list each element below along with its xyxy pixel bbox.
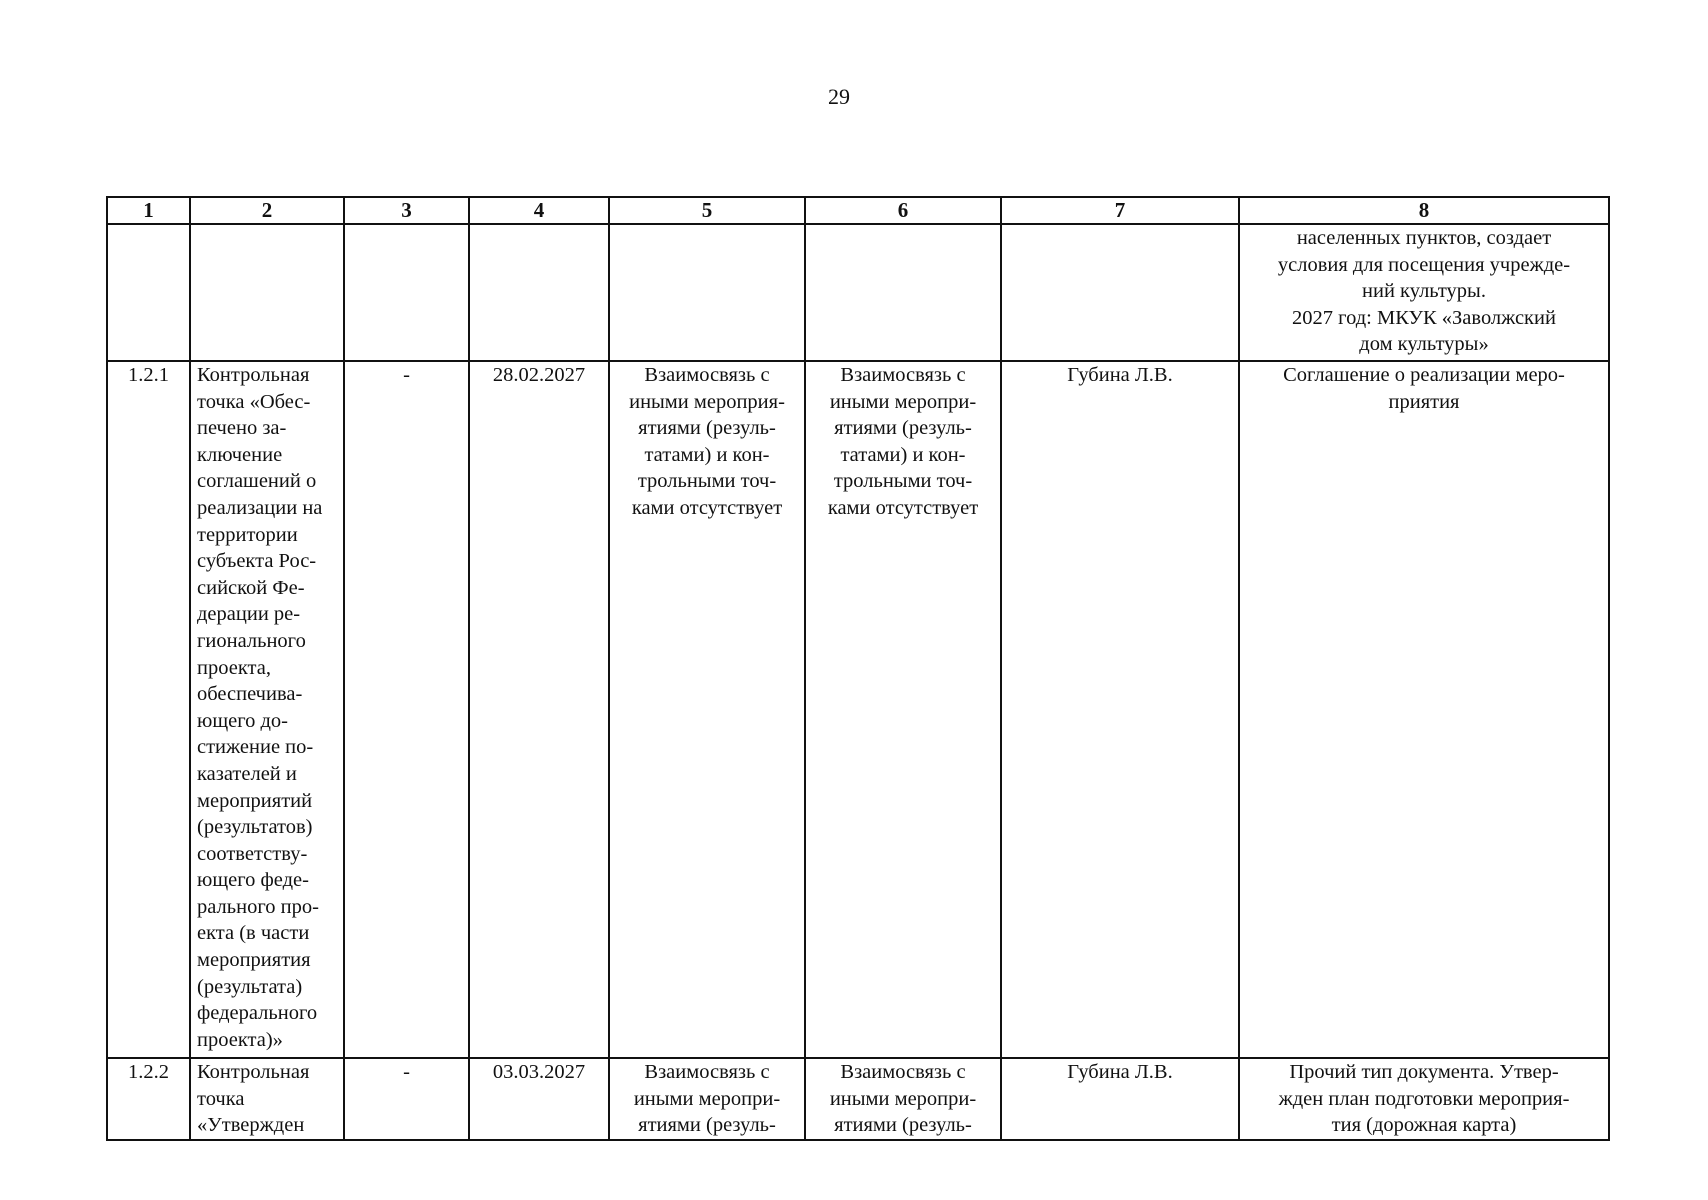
- cell-col6: Взаимосвязь с иными меропри- ятиями (резуль-: [805, 1058, 1001, 1140]
- cell-col5: [609, 224, 805, 361]
- cell-result: Прочий тип документа. Утвер- жден план подготовки мероприя- тия (дорожная карта): [1239, 1058, 1609, 1140]
- cell-date: [469, 224, 609, 361]
- cell-col3: -: [344, 1058, 469, 1140]
- cell-col3: -: [344, 361, 469, 1058]
- column-header-3: 3: [344, 197, 469, 224]
- cell-name: [190, 224, 344, 361]
- cell-col6: [805, 224, 1001, 361]
- column-header-4: 4: [469, 197, 609, 224]
- cell-name: Контрольная точка «Обес- печено за- ключение соглашений о реализации на территории субъекта Рос- сийской Фе- дерации ре- гионального проекта, обеспечива- ющего до- стижение по- казателей и мероприятий (результатов) соответству- ющего феде- рального про- екта (в части мероприятия (результата) федерального проекта)»: [190, 361, 344, 1058]
- cell-col6: Взаимосвязь с иными меропри- ятиями (резуль- татами) и кон- трольными точ- ками отсутствует: [805, 361, 1001, 1058]
- cell-responsible: Губина Л.В.: [1001, 1058, 1239, 1140]
- cell-number: 1.2.2: [107, 1058, 190, 1140]
- column-header-row: [107, 197, 1609, 224]
- cell-responsible: Губина Л.В.: [1001, 361, 1239, 1058]
- cell-col5: Взаимосвязь с иными мероприя- ятиями (резуль- татами) и кон- трольными точ- ками отсутствует: [609, 361, 805, 1058]
- column-header-1: 1: [107, 197, 190, 224]
- column-header-2: 2: [190, 197, 344, 224]
- cell-col3: [344, 224, 469, 361]
- page-number: 29: [828, 84, 850, 109]
- plan-table: [106, 196, 1610, 1141]
- column-header-7: 7: [1001, 197, 1239, 224]
- cell-result: населенных пунктов, создает условия для посещения учрежде- ний культуры. 2027 год: МКУК «Заволжский дом культуры»: [1239, 224, 1609, 361]
- column-header-6: 6: [805, 197, 1001, 224]
- cell-col5: Взаимосвязь с иными меропри- ятиями (резуль-: [609, 1058, 805, 1140]
- table-row-1-2-1: [107, 361, 1609, 1058]
- cell-date: 03.03.2027: [469, 1058, 609, 1140]
- column-header-5: 5: [609, 197, 805, 224]
- table-row-continuation: [107, 224, 1609, 361]
- cell-number: 1.2.1: [107, 361, 190, 1058]
- table-row-1-2-2: [107, 1058, 1609, 1140]
- cell-date: 28.02.2027: [469, 361, 609, 1058]
- column-header-8: 8: [1239, 197, 1609, 224]
- cell-name: Контрольная точка «Утвержден: [190, 1058, 344, 1140]
- cell-responsible: [1001, 224, 1239, 361]
- cell-number: [107, 224, 190, 361]
- cell-result: Соглашение о реализации меро- приятия: [1239, 361, 1609, 1058]
